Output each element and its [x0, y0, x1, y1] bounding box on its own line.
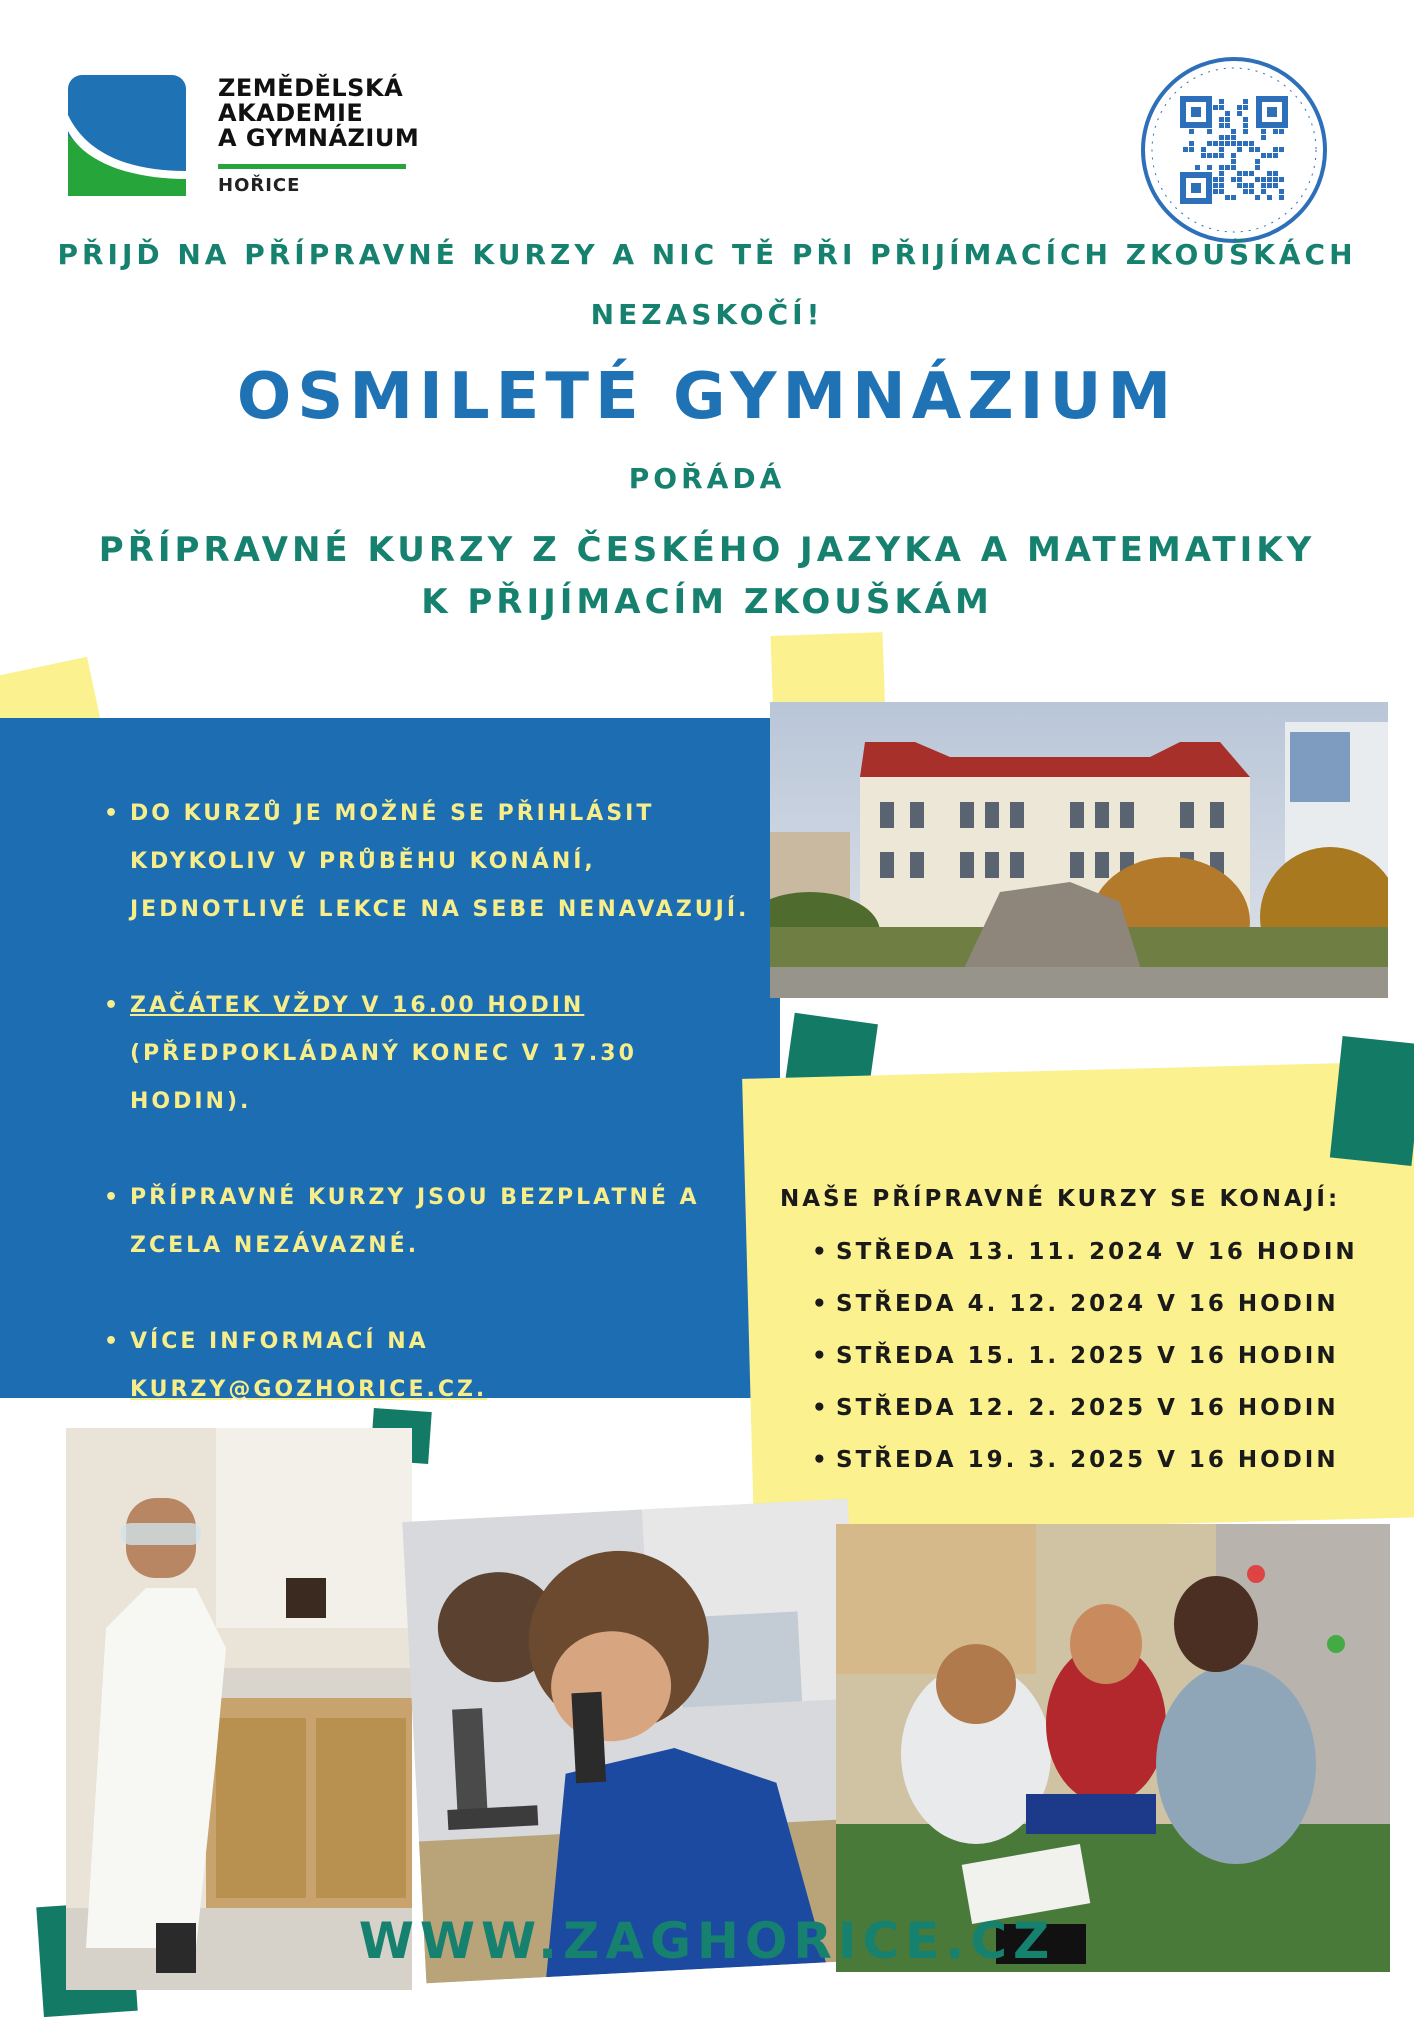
- chemistry-lab-photo: [66, 1428, 412, 1990]
- organizer-label: POŘÁDÁ: [628, 462, 786, 495]
- info-bullet-signup: • DO KURZŮ JE MOŽNÉ SE PŘIHLÁSIT KDYKOLIV V PRŮBĚHU KONÁNÍ, JEDNOTLIVÉ LEKCE NA SEBE NENAVAZUJÍ.: [130, 790, 756, 934]
- schedule-date: • STŘEDA 12. 2. 2025 V 16 HODIN: [836, 1382, 1358, 1434]
- school-building-photo: [770, 702, 1388, 998]
- microscope-class-photo: [402, 1499, 872, 1984]
- schedule: [780, 1186, 1358, 1486]
- info-bullet-contact: • VÍCE INFORMACÍ NA KURZY@GOZHORICE.CZ.: [130, 1318, 756, 1414]
- logo-line-3: A GYMNÁZIUM: [218, 124, 420, 152]
- logo-divider: [218, 164, 406, 169]
- school-logo-icon: [68, 75, 186, 196]
- qr-code-icon[interactable]: [1140, 56, 1328, 244]
- deco-green-square-right: [1330, 1036, 1414, 1166]
- invite-line-2: NEZASKOČÍ!: [590, 298, 824, 331]
- end-time-text: (PŘEDPOKLÁDANÝ KONEC V 17.30 HODIN).: [130, 1041, 637, 1114]
- subtitle-line-1: PŘÍPRAVNÉ KURZY Z ČESKÉHO JAZYKA A MATEMATIKY: [98, 530, 1316, 570]
- subtitle-line-2: K PŘIJÍMACÍM ZKOUŠKÁM: [421, 582, 993, 622]
- info-list: [106, 790, 756, 1462]
- logo-line-1: ZEMĚDĚLSKÁ: [218, 74, 404, 102]
- website-url[interactable]: WWW.ZAGHORICE.CZ: [358, 1912, 1056, 1970]
- page-title: OSMILETÉ GYMNÁZIUM: [236, 360, 1178, 434]
- info-bullet-free: • PŘÍPRAVNÉ KURZY JSOU BEZPLATNÉ A ZCELA NEZÁVAZNÉ.: [130, 1174, 756, 1270]
- schedule-date: • STŘEDA 19. 3. 2025 V 16 HODIN: [836, 1434, 1358, 1486]
- schedule-date: • STŘEDA 15. 1. 2025 V 16 HODIN: [836, 1330, 1358, 1382]
- logo-name: [218, 76, 419, 151]
- logo-line-2: AKADEMIE: [218, 99, 364, 127]
- info-bullet-start: [130, 982, 756, 1126]
- start-time-link[interactable]: ZAČÁTEK VŽDY V 16.00 HODIN: [130, 993, 585, 1018]
- schedule-date: • STŘEDA 13. 11. 2024 V 16 HODIN: [836, 1226, 1358, 1278]
- schedule-date: • STŘEDA 4. 12. 2024 V 16 HODIN: [836, 1278, 1358, 1330]
- email-link[interactable]: KURZY@GOZHORICE.CZ.: [130, 1377, 488, 1402]
- schedule-title: NAŠE PŘÍPRAVNÉ KURZY SE KONAJÍ:: [780, 1186, 1341, 1212]
- robotics-activity-photo: [836, 1524, 1390, 1972]
- logo-city: HOŘICE: [218, 175, 301, 196]
- invite-line-1: PŘIJĎ NA PŘÍPRAVNÉ KURZY A NIC TĚ PŘI PŘIJÍMACÍCH ZKOUŠKÁCH: [57, 238, 1357, 271]
